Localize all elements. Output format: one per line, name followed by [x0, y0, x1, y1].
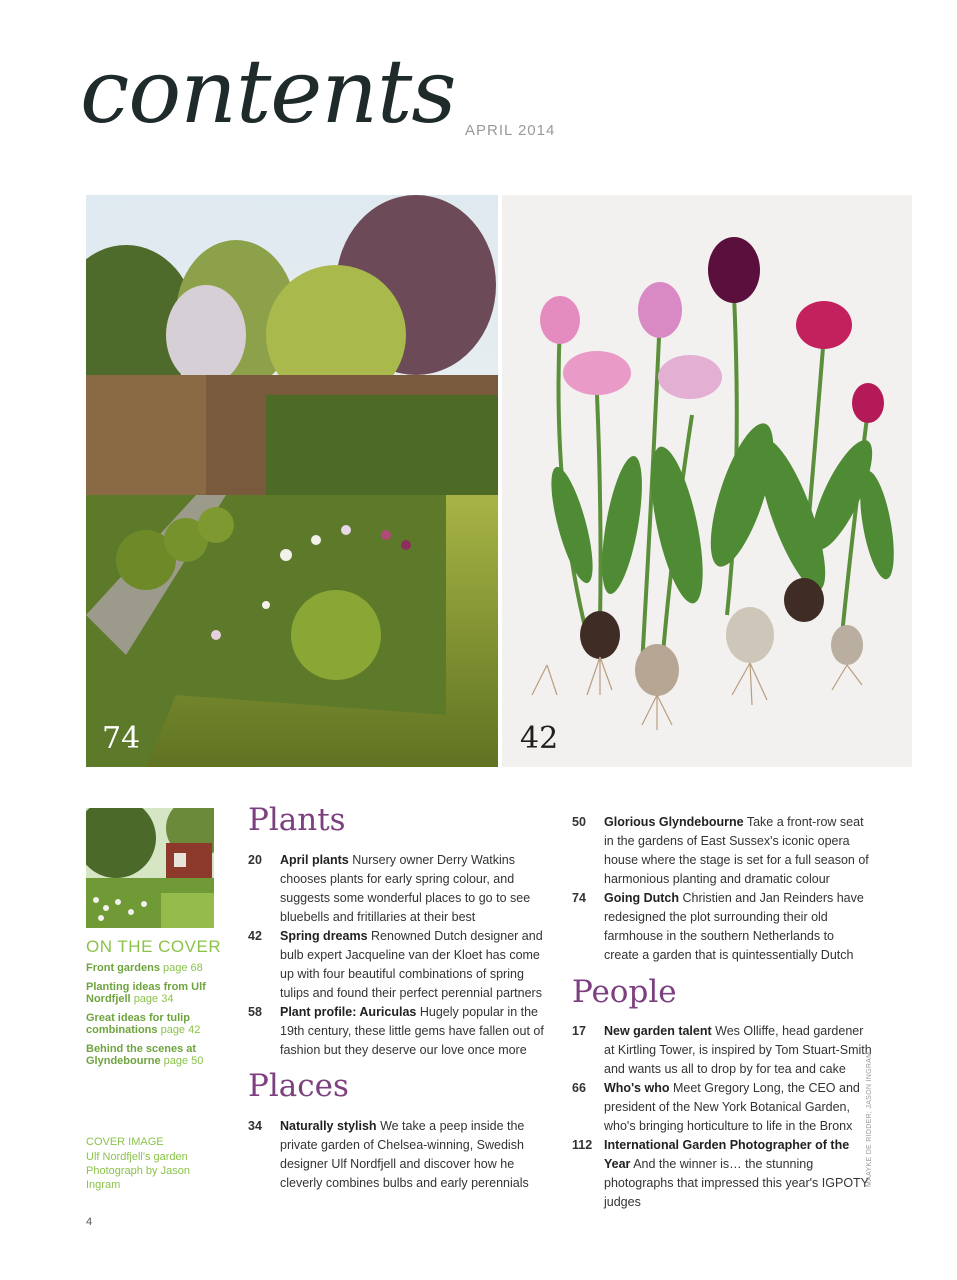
toc-entry[interactable]: 50 Glorious Glyndebourne Take a front-row seat in the gardens of East Sussex's iconic opera house where the stage is set for a full season of harmonious planting and dramatic colour	[572, 815, 869, 886]
toc-entry[interactable]: 34 Naturally stylish We take a peep inside the private garden of Chelsea-winning, Swedish designer Ulf Nordfjell and discover how he cleverly combines bulbs and early perennials	[248, 1119, 529, 1190]
toc-entry[interactable]: 58 Plant profile: Auriculas Hugely popular in the 19th century, these little gems have fallen out of fashion but they deserve our love once more	[248, 1005, 544, 1057]
garden-photo	[86, 195, 498, 767]
cover-item[interactable]: Front gardens page 68	[86, 962, 203, 974]
cover-heading: ON THE COVER	[86, 937, 222, 956]
toc-entry[interactable]: 20 April plants Nursery owner Derry Watkins chooses plants for early spring colour, and suggests some wonderful places to go to see bluebells and fritillaries at their best	[248, 853, 531, 924]
photo-credit: MAAYKE DE RIDDER; JASON INGRAM	[866, 1051, 873, 1187]
cover-list	[86, 962, 236, 1074]
toc-entry[interactable]: 66 Who's who Meet Gregory Long, the CEO and president of the New York Botanical Garden, who's bringing horticulture to life in the Bronx	[572, 1081, 860, 1133]
cover-item[interactable]: Planting ideas from Ulf Nordfjell page 34	[86, 981, 206, 1005]
cover-image-title: COVER IMAGE	[86, 1136, 164, 1148]
cover-item[interactable]: Great ideas for tulip combinations page 42	[86, 1012, 201, 1036]
tulips-page-ref: 42	[520, 721, 559, 756]
page-number: 4	[86, 1216, 93, 1228]
toc-entry[interactable]: 42 Spring dreams Renowned Dutch designer and bulb expert Jacqueline van der Kloet has come up with four beautiful combinations of spring tulips and found their perfect perennial partners	[248, 929, 543, 1000]
section-heading-people: People	[572, 974, 677, 1010]
garden-page-ref: 74	[102, 721, 141, 756]
page-title: contents	[80, 40, 456, 143]
toc-entry[interactable]: 112 International Garden Photographer of the Year And the winner is… the stunning photographs that impressed this year's IGPOTY judges	[572, 1138, 869, 1209]
section-heading-plants: Plants	[248, 802, 346, 838]
cover-image-desc: Ulf Nordfjell's garden Photograph by Jason Ingram	[86, 1151, 190, 1191]
tulips-photo	[502, 195, 912, 767]
toc-entry[interactable]: 74 Going Dutch Christien and Jan Reinders have redesigned the plot surrounding their old farmhouse in the southern Netherlands to create a garden that is quintessentially Dutch	[572, 891, 864, 962]
cover-thumbnail	[86, 808, 214, 928]
issue-date: APRIL 2014	[465, 122, 556, 139]
section-heading-places: Places	[248, 1068, 349, 1104]
cover-item[interactable]: Behind the scenes at Glyndebourne page 50	[86, 1043, 204, 1067]
toc-entry[interactable]: 17 New garden talent Wes Olliffe, head gardener at Kirtling Tower, is inspired by Tom Stuart-Smith and wants us all to drop by for tea and cake	[572, 1024, 872, 1076]
